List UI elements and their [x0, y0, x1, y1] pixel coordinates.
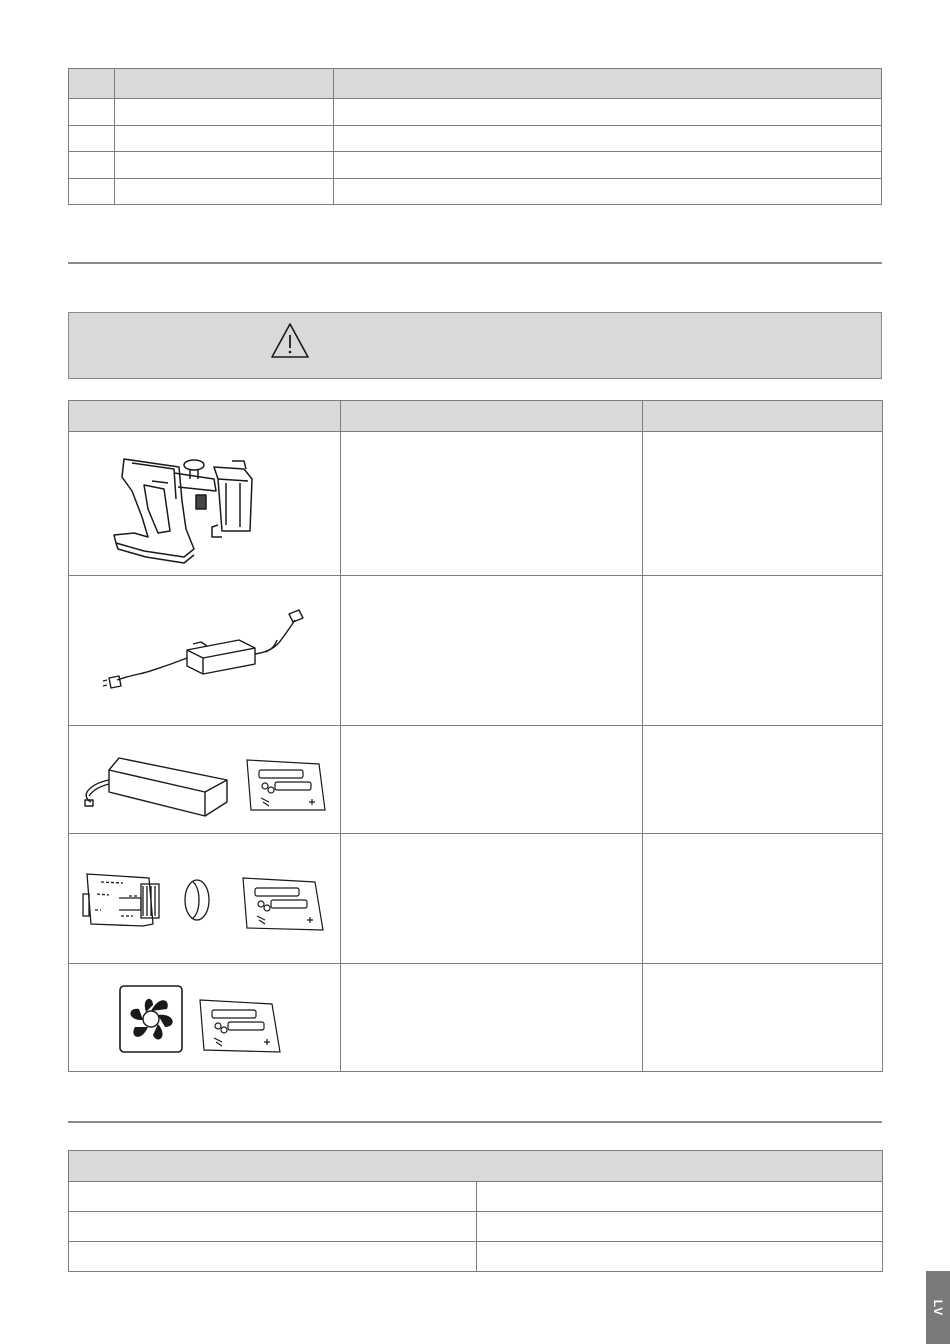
- bottom-table-header-cell: [69, 1151, 883, 1182]
- part-description-cell: [340, 576, 642, 726]
- part-description-cell: [340, 432, 642, 576]
- table-cell: [334, 152, 882, 179]
- fan-illustration: [114, 978, 294, 1058]
- table-cell: [69, 99, 115, 126]
- circuit-board-illustration: [79, 854, 329, 944]
- table-cell: [69, 1212, 477, 1242]
- power-supply-illustration: [99, 606, 309, 696]
- table-cell: [115, 99, 334, 126]
- top-table: [68, 68, 882, 205]
- top-table-header-cell: [115, 69, 334, 99]
- table-row: [69, 152, 882, 179]
- table-cell: [69, 1182, 477, 1212]
- table-row: [69, 1182, 883, 1212]
- table-row: [69, 964, 883, 1072]
- section-divider: [68, 1121, 882, 1123]
- parts-table-header-row: [69, 401, 883, 432]
- instruction-label-icon: [243, 878, 323, 930]
- table-cell: [69, 125, 115, 152]
- table-cell: [69, 178, 115, 205]
- table-cell: [115, 125, 334, 152]
- bottom-table-header-row: [69, 1151, 883, 1182]
- table-cell: [69, 1242, 477, 1272]
- table-row: [69, 178, 882, 205]
- instruction-label-icon: [200, 1000, 280, 1052]
- mounting-clamp-illustration: [104, 439, 304, 569]
- table-row: [69, 834, 883, 964]
- bottom-table: [68, 1150, 883, 1272]
- part-image-cell: [69, 964, 341, 1072]
- language-tab: [926, 1271, 950, 1344]
- part-image-cell: [69, 834, 341, 964]
- table-cell: [115, 152, 334, 179]
- part-image-cell: [69, 432, 341, 576]
- table-cell: [477, 1182, 883, 1212]
- table-row: [69, 1242, 883, 1272]
- parts-header-reference: [643, 401, 883, 432]
- part-description-cell: [340, 834, 642, 964]
- table-cell: [334, 125, 882, 152]
- part-description-cell: [340, 964, 642, 1072]
- table-row: [69, 99, 882, 126]
- table-row: [69, 1212, 883, 1242]
- table-cell: [69, 152, 115, 179]
- table-cell: [115, 178, 334, 205]
- table-row: [69, 576, 883, 726]
- table-cell: [477, 1242, 883, 1272]
- part-reference-cell: [643, 726, 883, 834]
- section-divider: [68, 262, 882, 264]
- top-table-header-cell: [334, 69, 882, 99]
- top-table-header-row: [69, 69, 882, 99]
- battery-pack-illustration: [79, 740, 329, 820]
- parts-header-description: [340, 401, 642, 432]
- warning-triangle-icon: [269, 321, 311, 361]
- part-reference-cell: [643, 964, 883, 1072]
- part-reference-cell: [643, 432, 883, 576]
- instruction-label-icon: [247, 760, 325, 810]
- warning-box: [68, 312, 882, 379]
- table-row: [69, 125, 882, 152]
- language-tab-label: LV: [931, 1299, 945, 1317]
- parts-header-image: [69, 401, 341, 432]
- part-description-cell: [340, 726, 642, 834]
- table-row: [69, 726, 883, 834]
- table-cell: [334, 178, 882, 205]
- table-row: [69, 432, 883, 576]
- part-reference-cell: [643, 834, 883, 964]
- top-table-header-cell: [69, 69, 115, 99]
- parts-table: [68, 400, 883, 1072]
- part-image-cell: [69, 576, 341, 726]
- table-cell: [334, 99, 882, 126]
- part-image-cell: [69, 726, 341, 834]
- part-reference-cell: [643, 576, 883, 726]
- table-cell: [477, 1212, 883, 1242]
